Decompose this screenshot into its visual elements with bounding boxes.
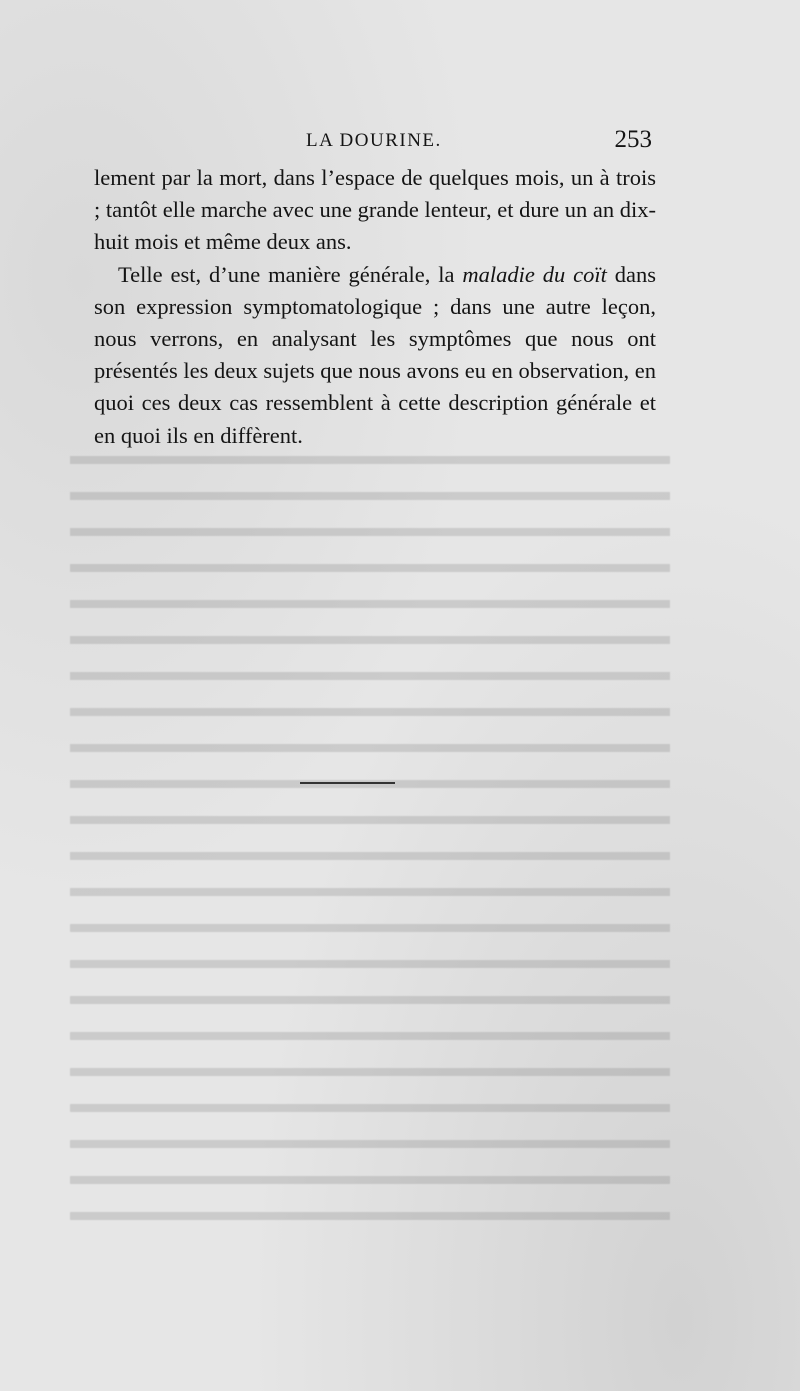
paragraph-2: [94, 259, 656, 452]
page-number: 253: [614, 126, 652, 153]
body-text: [94, 162, 656, 452]
bleed-through-rule: [300, 782, 395, 784]
paragraph-2-text-end: dans son expression symptomatologique ; dans une autre leçon, nous verrons, en analysant les symptômes que nous ont présentés les deux sujets que nous avons eu en observation, en quoi ces deux cas ressemblent à cette description générale et en quoi ils en diffèrent.: [94, 261, 656, 448]
paragraph-2-italic-term: maladie du coït: [462, 261, 607, 287]
paragraph-2-text-start: Telle est, d’une manière générale, la: [118, 261, 463, 287]
page-header: [96, 126, 652, 156]
running-title: LA DOURINE.: [306, 130, 442, 151]
paragraph-1: lement par la mort, dans l’espace de quelques mois, un à trois ; tantôt elle marche avec une grande lenteur, et dure un an dix-huit mois et même deux ans.: [94, 165, 656, 255]
reverse-page-bleed-through: [70, 440, 670, 1220]
